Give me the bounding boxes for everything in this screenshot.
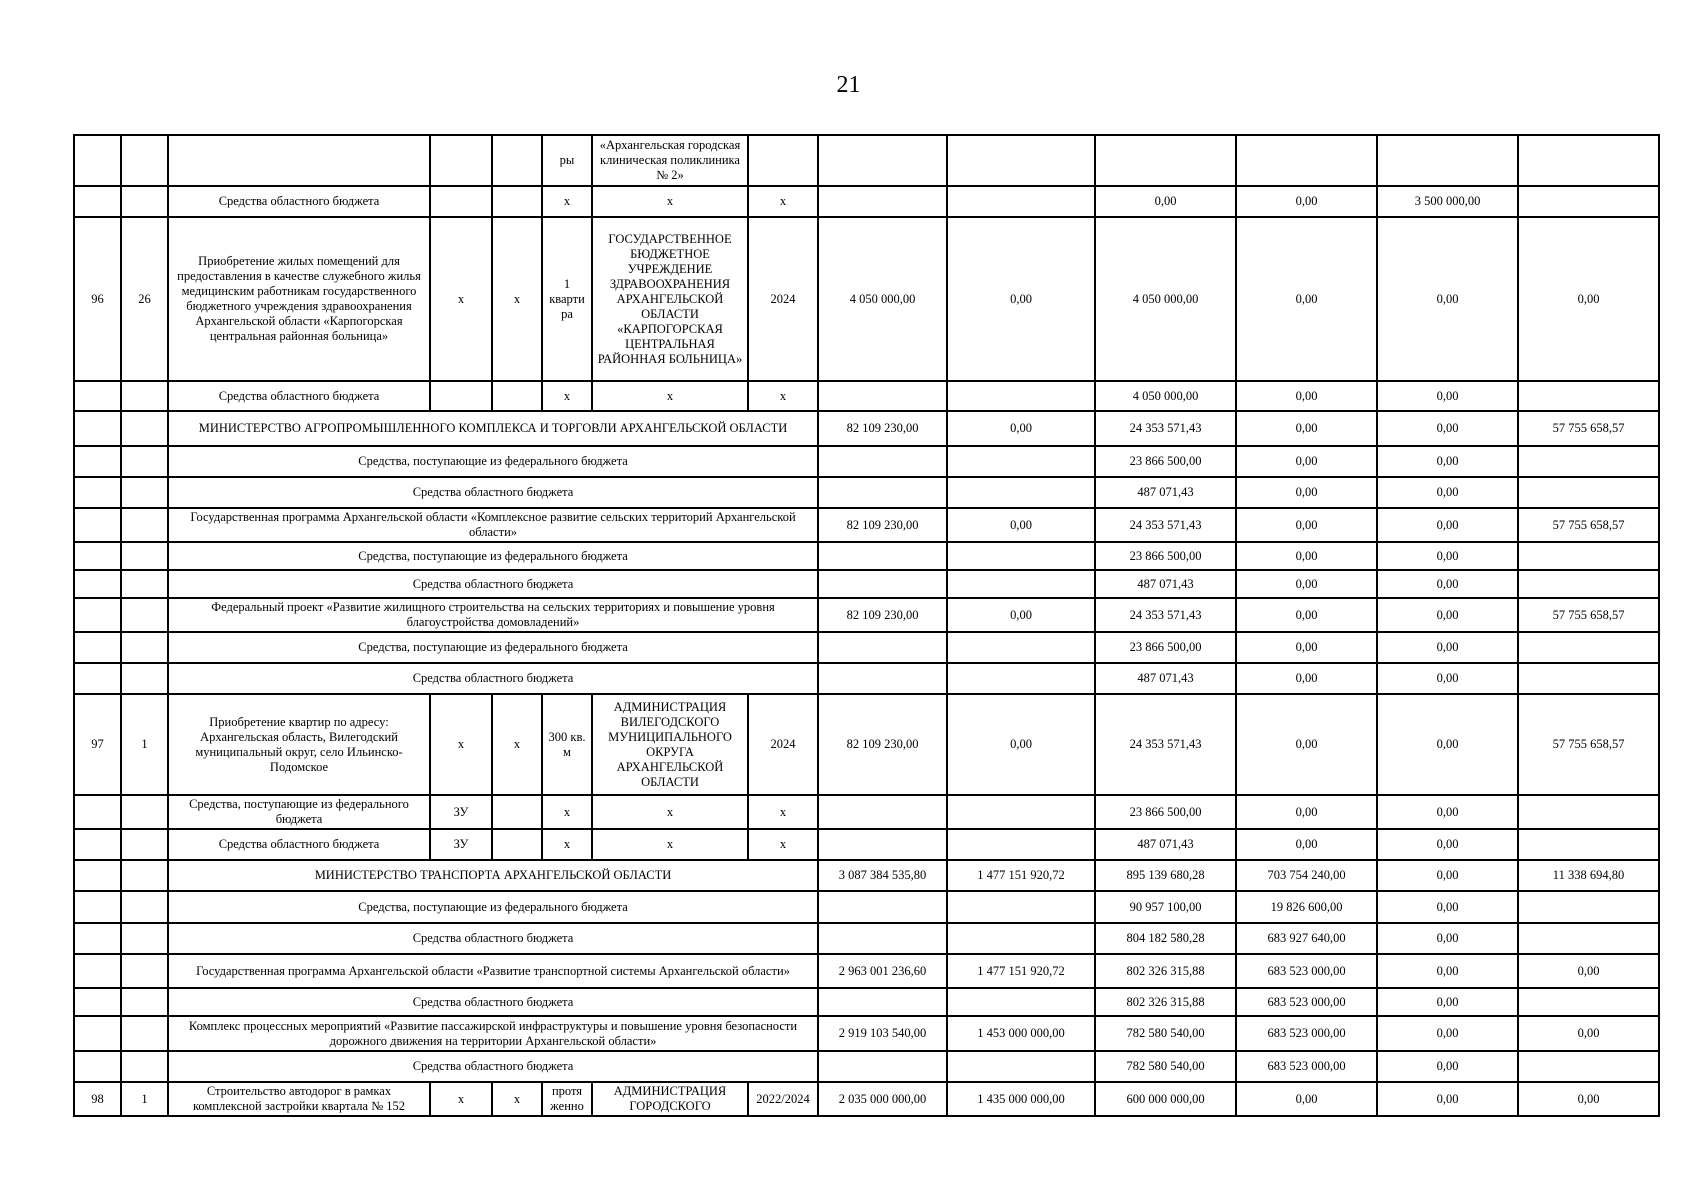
table-row [74,477,1659,508]
table-row [74,411,1659,446]
value-prior-cell [947,542,1095,570]
value-total-cell [818,829,947,860]
value-2024-cell: 782 580 540,00 [1095,1051,1236,1082]
capacity-cell: 300 кв. м [542,694,592,795]
table-row [74,795,1659,829]
row-number-cell [74,988,121,1016]
value-prior-cell [947,923,1095,954]
value-2026-cell: 0,00 [1377,632,1518,663]
value-total-cell [818,795,947,829]
value-2025-cell: 0,00 [1236,663,1377,694]
value-total-cell [818,632,947,663]
value-remaining-cell [1518,381,1659,411]
value-2025-cell: 0,00 [1236,598,1377,632]
value-total-cell [818,1051,947,1082]
row-number-cell [74,923,121,954]
table-row [74,694,1659,795]
value-2025-cell: 703 754 240,00 [1236,860,1377,891]
table-row [74,570,1659,598]
capacity-cell: х [542,381,592,411]
table-row [74,891,1659,923]
value-remaining-cell: 0,00 [1518,1016,1659,1051]
value-2026-cell: 0,00 [1377,829,1518,860]
value-remaining-cell [1518,923,1659,954]
value-2026-cell: 0,00 [1377,542,1518,570]
value-remaining-cell [1518,186,1659,217]
row-number-cell [74,1016,121,1051]
value-2024-cell: 4 050 000,00 [1095,217,1236,381]
capacity-cell: х [542,186,592,217]
value-total-cell [818,186,947,217]
row-number-cell [74,860,121,891]
value-prior-cell: 1 477 151 920,72 [947,860,1095,891]
value-remaining-cell: 0,00 [1518,1082,1659,1116]
table-row [74,988,1659,1016]
value-prior-cell [947,1051,1095,1082]
item-number-cell [121,135,168,186]
customer-cell: АДМИНИСТРАЦИЯ ГОРОДСКОГО [592,1082,748,1116]
row-number-cell [74,508,121,542]
customer-cell: х [592,186,748,217]
section-name-cell: Средства областного бюджета [168,1051,818,1082]
value-prior-cell [947,477,1095,508]
section-name-cell: Федеральный проект «Развитие жилищного строительства на сельских территориях и повышение уровня благоустройства домовладений» [168,598,818,632]
value-2025-cell: 0,00 [1236,477,1377,508]
value-2025-cell: 0,00 [1236,446,1377,477]
item-number-cell [121,860,168,891]
value-total-cell: 82 109 230,00 [818,411,947,446]
value-2025-cell: 683 927 640,00 [1236,923,1377,954]
value-2025-cell: 0,00 [1236,570,1377,598]
capacity-cell: х [542,829,592,860]
code-cell: х [430,694,492,795]
table-row [74,217,1659,381]
table-row [74,598,1659,632]
section-name-cell: Средства областного бюджета [168,988,818,1016]
value-remaining-cell [1518,1051,1659,1082]
value-2025-cell: 683 523 000,00 [1236,1016,1377,1051]
row-number-cell: 97 [74,694,121,795]
value-2025-cell: 683 523 000,00 [1236,1051,1377,1082]
code-cell [430,186,492,217]
value-2026-cell: 0,00 [1377,508,1518,542]
period-cell: х [748,381,818,411]
table-row [74,446,1659,477]
item-name-cell: Средства областного бюджета [168,829,430,860]
value-total-cell: 82 109 230,00 [818,694,947,795]
capacity-cell: ры [542,135,592,186]
code2-cell: х [492,217,542,381]
value-2025-cell: 0,00 [1236,508,1377,542]
value-prior-cell: 0,00 [947,598,1095,632]
item-number-cell [121,598,168,632]
table-row [74,1051,1659,1082]
code2-cell [492,186,542,217]
value-2024-cell: 802 326 315,88 [1095,954,1236,988]
capacity-cell: х [542,795,592,829]
value-prior-cell [947,186,1095,217]
code-cell: ЗУ [430,829,492,860]
page-number: 21 [836,72,861,98]
value-remaining-cell: 57 755 658,57 [1518,508,1659,542]
customer-cell: х [592,381,748,411]
value-2024-cell: 24 353 571,43 [1095,508,1236,542]
item-number-cell [121,1016,168,1051]
item-number-cell: 1 [121,694,168,795]
item-number-cell [121,829,168,860]
value-prior-cell [947,135,1095,186]
value-remaining-cell: 57 755 658,57 [1518,598,1659,632]
item-number-cell [121,663,168,694]
item-number-cell: 26 [121,217,168,381]
value-prior-cell: 1 453 000 000,00 [947,1016,1095,1051]
period-cell: х [748,829,818,860]
value-total-cell [818,135,947,186]
section-name-cell: МИНИСТЕРСТВО ТРАНСПОРТА АРХАНГЕЛЬСКОЙ ОБЛАСТИ [168,860,818,891]
table-row [74,508,1659,542]
value-remaining-cell [1518,663,1659,694]
value-2026-cell: 0,00 [1377,694,1518,795]
value-2024-cell: 90 957 100,00 [1095,891,1236,923]
section-name-cell: Средства областного бюджета [168,663,818,694]
value-2024-cell: 487 071,43 [1095,829,1236,860]
budget-table [73,134,1660,1117]
value-2026-cell: 0,00 [1377,217,1518,381]
period-cell: х [748,795,818,829]
item-name-cell: Средства, поступающие из федерального бюджета [168,795,430,829]
value-2026-cell: 0,00 [1377,1016,1518,1051]
value-2026-cell: 0,00 [1377,570,1518,598]
value-remaining-cell [1518,795,1659,829]
value-2025-cell: 0,00 [1236,1082,1377,1116]
period-cell: 2022/2024 [748,1082,818,1116]
period-cell: 2024 [748,694,818,795]
section-name-cell: Средства областного бюджета [168,570,818,598]
row-number-cell [74,411,121,446]
item-number-cell [121,570,168,598]
value-total-cell: 3 087 384 535,80 [818,860,947,891]
item-number-cell [121,477,168,508]
code2-cell [492,829,542,860]
item-number-cell [121,446,168,477]
section-name-cell: Средства, поступающие из федерального бюджета [168,446,818,477]
value-prior-cell [947,570,1095,598]
value-2024-cell: 802 326 315,88 [1095,988,1236,1016]
section-name-cell: Средства, поступающие из федерального бюджета [168,632,818,663]
section-name-cell: Средства областного бюджета [168,923,818,954]
value-2026-cell: 0,00 [1377,891,1518,923]
value-2025-cell: 19 826 600,00 [1236,891,1377,923]
value-prior-cell [947,446,1095,477]
value-2024-cell: 23 866 500,00 [1095,795,1236,829]
table-row [74,542,1659,570]
customer-cell: х [592,829,748,860]
item-name-cell: Средства областного бюджета [168,186,430,217]
value-remaining-cell [1518,542,1659,570]
value-2024-cell: 23 866 500,00 [1095,446,1236,477]
code-cell [430,381,492,411]
customer-cell: ГОСУДАРСТВЕННОЕ БЮДЖЕТНОЕ УЧРЕЖДЕНИЕ ЗДРАВООХРАНЕНИЯ АРХАНГЕЛЬСКОЙ ОБЛАСТИ «КАРПОГОРСКАЯ ЦЕНТРАЛЬНАЯ РАЙОННАЯ БОЛЬНИЦА» [592,217,748,381]
value-2026-cell: 0,00 [1377,381,1518,411]
table-row [74,829,1659,860]
section-name-cell: МИНИСТЕРСТВО АГРОПРОМЫШЛЕННОГО КОМПЛЕКСА И ТОРГОВЛИ АРХАНГЕЛЬСКОЙ ОБЛАСТИ [168,411,818,446]
value-2024-cell: 487 071,43 [1095,663,1236,694]
value-2026-cell: 0,00 [1377,663,1518,694]
value-2026-cell: 0,00 [1377,1051,1518,1082]
value-2024-cell: 4 050 000,00 [1095,381,1236,411]
value-2025-cell: 0,00 [1236,694,1377,795]
value-prior-cell [947,988,1095,1016]
value-2024-cell: 23 866 500,00 [1095,542,1236,570]
table-row [74,860,1659,891]
value-prior-cell [947,663,1095,694]
table-row [74,1082,1659,1116]
row-number-cell [74,186,121,217]
value-total-cell [818,988,947,1016]
item-name-cell: Приобретение жилых помещений для предоставления в качестве служебного жилья медицинским работникам государственного бюджетного учреждения здравоохранения Архангельской области «Карпогорская центральная районная больница» [168,217,430,381]
value-total-cell: 2 035 000 000,00 [818,1082,947,1116]
code-cell [430,135,492,186]
value-2024-cell: 24 353 571,43 [1095,694,1236,795]
value-remaining-cell [1518,891,1659,923]
row-number-cell [74,135,121,186]
value-remaining-cell [1518,570,1659,598]
value-total-cell [818,477,947,508]
row-number-cell [74,829,121,860]
item-number-cell [121,891,168,923]
item-number-cell [121,542,168,570]
period-cell: 2024 [748,217,818,381]
customer-cell: АДМИНИСТРАЦИЯ ВИЛЕГОДСКОГО МУНИЦИПАЛЬНОГО ОКРУГА АРХАНГЕЛЬСКОЙ ОБЛАСТИ [592,694,748,795]
value-2024-cell: 24 353 571,43 [1095,411,1236,446]
value-2025-cell: 0,00 [1236,632,1377,663]
value-remaining-cell [1518,446,1659,477]
code-cell: х [430,1082,492,1116]
item-name-cell: Средства областного бюджета [168,381,430,411]
item-name-cell: Приобретение квартир по адресу: Архангельская область, Вилегодский муниципальный округ, село Ильинско-Подомское [168,694,430,795]
value-total-cell [818,923,947,954]
value-total-cell: 4 050 000,00 [818,217,947,381]
code2-cell: х [492,1082,542,1116]
row-number-cell [74,570,121,598]
value-2025-cell [1236,135,1377,186]
table-row [74,663,1659,694]
value-total-cell [818,663,947,694]
value-2024-cell: 487 071,43 [1095,570,1236,598]
item-name-cell: Строительство автодорог в рамках комплексной застройки квартала № 152 [168,1082,430,1116]
value-prior-cell: 0,00 [947,217,1095,381]
value-2026-cell: 0,00 [1377,598,1518,632]
value-prior-cell [947,829,1095,860]
value-remaining-cell [1518,988,1659,1016]
value-2025-cell: 0,00 [1236,186,1377,217]
section-name-cell: Государственная программа Архангельской области «Комплексное развитие сельских территорий Архангельской области» [168,508,818,542]
value-prior-cell [947,632,1095,663]
value-2024-cell: 24 353 571,43 [1095,598,1236,632]
value-total-cell [818,891,947,923]
row-number-cell [74,663,121,694]
value-total-cell [818,381,947,411]
row-number-cell [74,1051,121,1082]
value-total-cell: 2 963 001 236,60 [818,954,947,988]
value-2024-cell: 487 071,43 [1095,477,1236,508]
item-number-cell [121,795,168,829]
code-cell: х [430,217,492,381]
value-2024-cell: 895 139 680,28 [1095,860,1236,891]
value-2024-cell [1095,135,1236,186]
value-remaining-cell: 57 755 658,57 [1518,411,1659,446]
value-remaining-cell: 0,00 [1518,954,1659,988]
value-2024-cell: 782 580 540,00 [1095,1016,1236,1051]
value-prior-cell: 0,00 [947,508,1095,542]
customer-cell: «Архангельская городская клиническая поликлиника № 2» [592,135,748,186]
item-number-cell: 1 [121,1082,168,1116]
value-remaining-cell: 11 338 694,80 [1518,860,1659,891]
section-name-cell: Комплекс процессных мероприятий «Развитие пассажирской инфраструктуры и повышение уровня безопасности дорожного движения на территории Архангельской области» [168,1016,818,1051]
value-2025-cell: 0,00 [1236,381,1377,411]
value-2025-cell: 0,00 [1236,217,1377,381]
row-number-cell [74,446,121,477]
value-remaining-cell: 57 755 658,57 [1518,694,1659,795]
code2-cell [492,381,542,411]
value-prior-cell: 1 477 151 920,72 [947,954,1095,988]
value-prior-cell [947,795,1095,829]
capacity-cell: 1 кварти ра [542,217,592,381]
value-2026-cell: 0,00 [1377,1082,1518,1116]
table-row [74,135,1659,186]
item-number-cell [121,381,168,411]
value-2026-cell: 0,00 [1377,477,1518,508]
value-total-cell: 82 109 230,00 [818,598,947,632]
item-number-cell [121,632,168,663]
value-2025-cell: 0,00 [1236,542,1377,570]
value-2026-cell: 0,00 [1377,860,1518,891]
value-total-cell [818,570,947,598]
table-row [74,954,1659,988]
row-number-cell [74,632,121,663]
code2-cell [492,135,542,186]
section-name-cell: Средства, поступающие из федерального бюджета [168,542,818,570]
row-number-cell: 98 [74,1082,121,1116]
item-number-cell [121,923,168,954]
value-2026-cell: 0,00 [1377,954,1518,988]
code-cell: ЗУ [430,795,492,829]
value-prior-cell: 1 435 000 000,00 [947,1082,1095,1116]
value-total-cell: 82 109 230,00 [818,508,947,542]
value-2026-cell: 3 500 000,00 [1377,186,1518,217]
value-2026-cell: 0,00 [1377,446,1518,477]
item-number-cell [121,988,168,1016]
item-number-cell [121,954,168,988]
row-number-cell [74,891,121,923]
section-name-cell: Государственная программа Архангельской области «Развитие транспортной системы Архангельской области» [168,954,818,988]
value-2025-cell: 683 523 000,00 [1236,988,1377,1016]
value-remaining-cell [1518,477,1659,508]
value-remaining-cell [1518,829,1659,860]
row-number-cell [74,477,121,508]
section-name-cell: Средства, поступающие из федерального бюджета [168,891,818,923]
value-remaining-cell [1518,632,1659,663]
value-remaining-cell [1518,135,1659,186]
table-row [74,632,1659,663]
item-number-cell [121,1051,168,1082]
value-prior-cell [947,381,1095,411]
period-cell: х [748,186,818,217]
value-prior-cell: 0,00 [947,411,1095,446]
item-name-cell [168,135,430,186]
value-2024-cell: 23 866 500,00 [1095,632,1236,663]
value-remaining-cell: 0,00 [1518,217,1659,381]
value-2026-cell: 0,00 [1377,795,1518,829]
value-2025-cell: 0,00 [1236,795,1377,829]
value-total-cell [818,542,947,570]
value-2024-cell: 0,00 [1095,186,1236,217]
capacity-cell: протя женно [542,1082,592,1116]
item-number-cell [121,508,168,542]
row-number-cell [74,381,121,411]
item-number-cell [121,411,168,446]
value-2025-cell: 0,00 [1236,829,1377,860]
item-number-cell [121,186,168,217]
row-number-cell: 96 [74,217,121,381]
row-number-cell [74,795,121,829]
value-2024-cell: 804 182 580,28 [1095,923,1236,954]
row-number-cell [74,542,121,570]
value-total-cell: 2 919 103 540,00 [818,1016,947,1051]
value-2026-cell: 0,00 [1377,988,1518,1016]
value-2025-cell: 0,00 [1236,411,1377,446]
customer-cell: х [592,795,748,829]
value-total-cell [818,446,947,477]
table-body [74,135,1659,1116]
value-2026-cell: 0,00 [1377,923,1518,954]
row-number-cell [74,954,121,988]
code2-cell [492,795,542,829]
table-row [74,923,1659,954]
value-2026-cell [1377,135,1518,186]
value-2025-cell: 683 523 000,00 [1236,954,1377,988]
code2-cell: х [492,694,542,795]
value-2026-cell: 0,00 [1377,411,1518,446]
value-prior-cell: 0,00 [947,694,1095,795]
value-prior-cell [947,891,1095,923]
section-name-cell: Средства областного бюджета [168,477,818,508]
table-row [74,1016,1659,1051]
row-number-cell [74,598,121,632]
value-2024-cell: 600 000 000,00 [1095,1082,1236,1116]
period-cell [748,135,818,186]
table-row [74,381,1659,411]
table-row [74,186,1659,217]
